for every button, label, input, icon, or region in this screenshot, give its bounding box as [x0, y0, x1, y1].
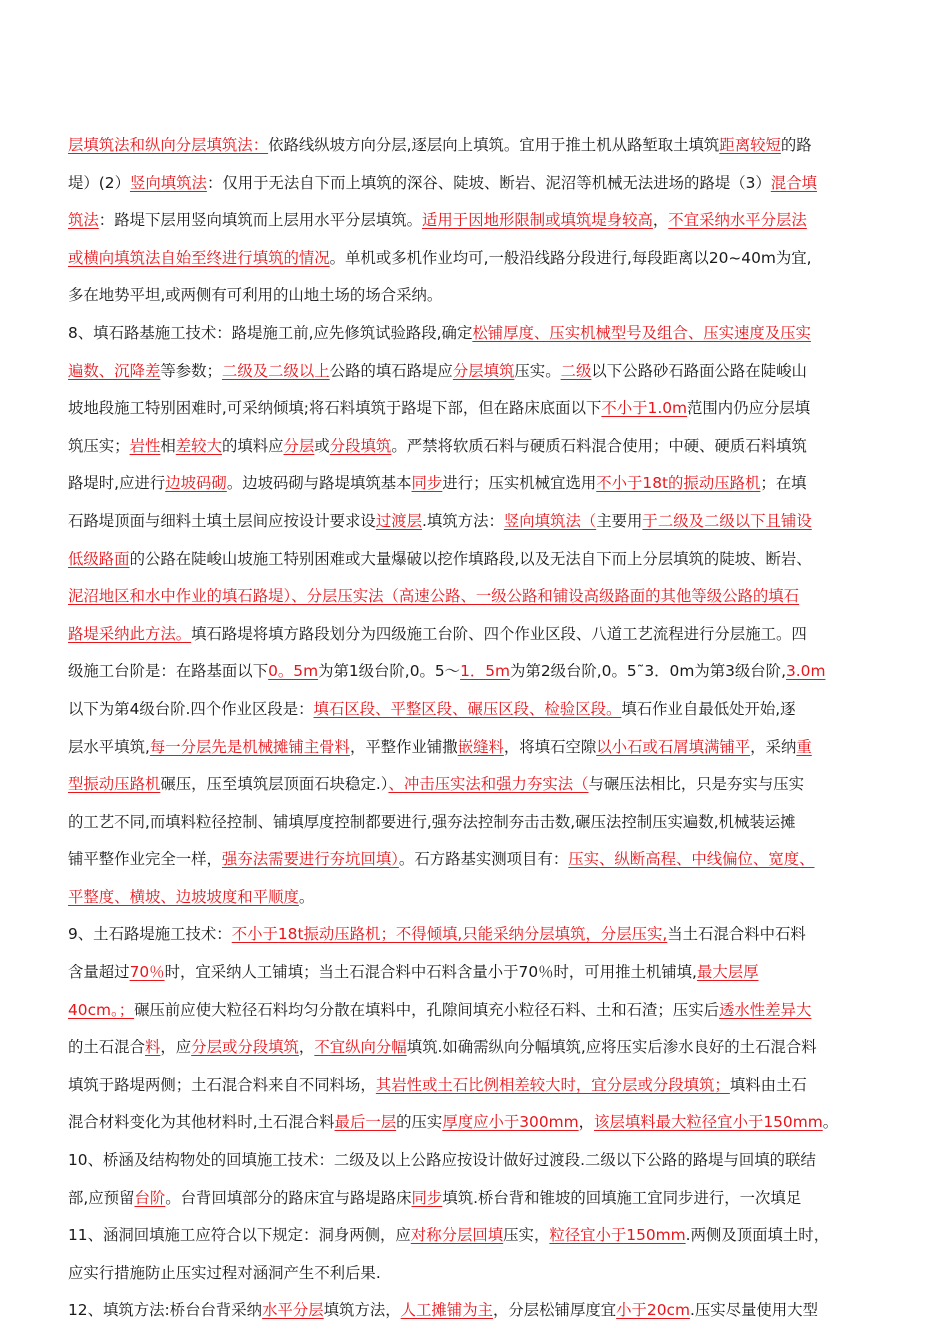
highlighted-text: 路堤采纳此方法。: [68, 624, 192, 643]
text-line: [68, 165, 886, 203]
highlighted-text: 填石区段、平整区段、碾压区段、检验区段。: [313, 699, 622, 718]
body-text: ；在填: [760, 474, 807, 493]
highlighted-text: 型振动压路机: [68, 775, 161, 794]
highlighted-text: 台阶: [134, 1188, 166, 1207]
body-text: 。石方路基实测项目有：: [398, 850, 569, 869]
highlighted-text: 水平分层: [262, 1301, 324, 1320]
text-line: [68, 804, 886, 842]
highlighted-text: 筑法: [68, 211, 99, 230]
body-text: 等参数；: [160, 361, 222, 380]
body-text: 当土石混合料中石料: [667, 925, 806, 944]
text-line: [68, 277, 886, 315]
text-line: [68, 315, 886, 353]
body-text: 多在地势平坦,或两侧有可利用的山地土场的场合采纳。: [68, 286, 443, 305]
highlighted-text: 同步: [411, 474, 443, 493]
highlighted-text: 对称分层回填: [410, 1226, 504, 1245]
body-text: 填石路堤将填方路段划分为四级施工台阶、四个作业区段、八道工艺流程进行分层施工。四: [191, 624, 807, 643]
body-text: 填料由土石: [729, 1075, 807, 1094]
highlighted-text: 二级: [560, 361, 592, 380]
text-line: [68, 541, 886, 579]
body-text: 为第1级台阶,0。5～: [318, 662, 461, 681]
highlighted-text: 料: [144, 1038, 161, 1057]
body-text: 压实，: [503, 1226, 550, 1245]
document-body: [68, 127, 886, 1330]
text-line: [68, 1217, 886, 1255]
highlighted-text: 差较大: [175, 436, 222, 455]
highlighted-text: 过渡层: [375, 511, 423, 530]
body-text: 。: [298, 887, 315, 906]
text-line: [68, 841, 886, 879]
body-text: ，平整作业铺撒: [349, 737, 458, 756]
body-text: 的工艺不同,而填料粒径控制、铺填厚度控制都要进行,强夯法控制夯击击数,碾压法控制压实遍数,机械装运摊: [68, 812, 796, 831]
highlighted-text: 于二级及二级以下且铺设: [642, 511, 812, 530]
highlighted-text: 70％: [129, 963, 165, 982]
body-text: .填筑方法：: [422, 511, 504, 530]
body-text: 或: [314, 436, 330, 455]
body-text: 以下为第4级台阶.四个作业区段是：: [68, 699, 314, 718]
highlighted-text: 适用于因地形限制或填筑堤身较高: [422, 211, 653, 230]
body-text: ，: [578, 1113, 595, 1132]
body-text: 依路线纵坡方向分层,逐层向上填筑。宜用于推土机从路堑取土填筑: [268, 136, 720, 154]
highlighted-text: 、冲击压实法和强力夯实法（: [388, 775, 589, 794]
body-text: 的填料应: [221, 436, 284, 455]
body-text: 压实。: [514, 361, 561, 380]
body-text: 堤）(2）: [68, 173, 130, 192]
highlighted-text: 二级及二级以上: [221, 361, 330, 380]
body-text: 10、桥涵及结构物处的回填施工技术：二级及以上公路应按设计做好过渡段.二级以下公路的路堤与回填的联结: [68, 1151, 816, 1170]
highlighted-text: 嵌缝料: [457, 737, 504, 756]
body-text: ，将填石空隙: [503, 737, 597, 756]
text-line: [68, 127, 886, 165]
highlighted-text: 粒径宜小于150mm: [549, 1226, 686, 1245]
text-line: [68, 954, 886, 992]
text-line: [68, 1142, 886, 1180]
body-text: 填筑于路堤两侧；土石混合料来自不同料场，: [68, 1075, 376, 1094]
text-line: [68, 616, 886, 654]
body-text: 填石作业自最低处开始,逐: [621, 699, 796, 718]
highlighted-text: 层填筑法和纵向分层填筑法：: [68, 136, 269, 154]
body-text: 。边坡码砌与路堤填筑基本: [226, 474, 412, 493]
text-line: [68, 428, 886, 466]
text-line: [68, 1067, 886, 1105]
body-text: 级施工台阶是：在路基面以下: [68, 662, 269, 681]
body-text: 应实行措施防止压实过程对涵洞产生不利后果.: [68, 1263, 381, 1282]
body-text: ，采纳: [750, 737, 797, 756]
text-line: [68, 691, 886, 729]
highlighted-text: 3.0m: [785, 662, 826, 681]
highlighted-text: 泥沼地区和水中作业的填石路堤）: [68, 587, 292, 606]
body-text: 的公路在陡峻山坡施工特别困难或大量爆破以挖作填路段,以及无法自下而上分层填筑的陡坡、断岩、: [129, 549, 812, 568]
text-line: [68, 465, 886, 503]
body-text: 范围内仍应分层填: [687, 399, 811, 418]
body-text: .压实尽量使用大型: [689, 1301, 818, 1320]
body-text: 12、填筑方法:桥台台背采纳: [68, 1301, 263, 1320]
body-text: 路堤时,应进行: [68, 474, 166, 493]
highlighted-text: 透水性差异大: [718, 1000, 812, 1019]
highlighted-text: 松铺厚度、压实机械型号及组合、压实速度及压实: [472, 323, 811, 342]
text-line: [68, 916, 886, 954]
body-text: 。: [822, 1113, 839, 1132]
text-line: [68, 766, 886, 804]
highlighted-text: 或横向填筑法自始至终进行填筑的情况: [68, 248, 330, 267]
body-text: 铺平整作业完全一样，: [68, 850, 222, 869]
text-line: [68, 353, 886, 391]
text-line: [68, 240, 886, 278]
body-text: 的土石混合: [68, 1038, 145, 1057]
highlighted-text: 竖向填筑法（: [503, 511, 597, 530]
text-line: [68, 1029, 886, 1067]
text-line: [68, 1104, 886, 1142]
body-text: ，应: [160, 1038, 192, 1057]
body-text: 的压实: [396, 1113, 443, 1132]
highlighted-text: 低级路面: [68, 549, 130, 568]
highlighted-text: 边坡码砌: [165, 474, 227, 493]
highlighted-text: 不宜纵向分幅: [314, 1038, 407, 1057]
body-text: ，分层松铺厚度宜: [492, 1301, 617, 1320]
highlighted-text: 不小于18t振动压路机；不得倾填,只能采纳分层填筑，分层压实,: [231, 925, 668, 944]
body-text: 主要用: [596, 511, 643, 530]
highlighted-text: 每一分层先是机械摊铺主骨料: [149, 737, 350, 756]
highlighted-text: 不小于18t的振动压路机: [596, 474, 761, 493]
body-text: 11、涵洞回填施工应符合以下规定：洞身两侧，应: [68, 1226, 411, 1245]
body-text: 的路: [780, 136, 812, 154]
text-line: [68, 202, 886, 240]
body-text: ：仅用于无法自下而上填筑的深谷、陡坡、断岩、泥沼等机械无法进场的路堤（3）: [206, 173, 771, 192]
body-text: .两侧及顶面填土时，: [685, 1226, 830, 1245]
body-text: 碾压前应使大粒径石料均匀分散在填料中，孔隙间填充小粒径石料、土和石渣；压实后: [134, 1000, 719, 1019]
highlighted-text: 混合填: [770, 173, 817, 192]
text-line: [68, 729, 886, 767]
text-line: [68, 1180, 886, 1218]
body-text: 9、土石路堤施工技术：: [68, 925, 232, 944]
body-text: 进行；压实机械宜选用: [442, 474, 597, 493]
body-text: ，: [298, 1038, 315, 1057]
highlighted-text: 最大层厚: [696, 963, 759, 982]
text-line: [68, 578, 886, 616]
body-text: 8、填石路基施工技术：路堤施工前,应先修筑试验路段,确定: [68, 323, 473, 342]
highlighted-text: 0。5m: [268, 662, 319, 681]
highlighted-text: 不小于1.0m: [601, 399, 687, 418]
highlighted-text: 遍数、沉降差: [68, 361, 161, 380]
body-text: 填筑方法，: [323, 1301, 401, 1320]
body-text: 层水平填筑,: [68, 737, 150, 756]
text-line: [68, 390, 886, 428]
highlighted-text: 竖向填筑法: [129, 173, 207, 192]
highlighted-text: 同步: [411, 1188, 443, 1207]
highlighted-text: 1．5m: [460, 662, 511, 681]
text-line: [68, 879, 886, 917]
highlighted-text: 平整度、横坡、边坡坡度和平顺度: [68, 887, 299, 906]
body-text: 筑压实；: [68, 436, 130, 455]
body-text: ，: [652, 211, 669, 230]
body-text: 为第2级台阶,0。5˜3．0m为第3级台阶,: [510, 662, 786, 681]
highlighted-text: 厚度应小于300mm: [442, 1113, 579, 1132]
highlighted-text: 岩性: [129, 436, 161, 455]
body-text: 填筑.桥台背和锥坡的回填施工宜同步进行，一次填足: [442, 1188, 802, 1207]
highlighted-text: 重: [796, 737, 812, 756]
highlighted-text: 分层或分段填筑: [191, 1038, 299, 1057]
body-text: 部,应预留: [68, 1188, 135, 1207]
highlighted-text: 最后一层: [334, 1113, 397, 1132]
highlighted-text: 该层填料最大粒径宜小于150mm: [594, 1113, 823, 1132]
body-text: 石路堤顶面与细料土填土层间应按设计要求设: [68, 511, 376, 530]
body-text: 含量超过: [68, 963, 130, 982]
body-text: 填筑.如确需纵向分幅填筑,应将压实后渗水良好的土石混合料: [406, 1038, 817, 1057]
highlighted-text: 距离较短: [719, 136, 781, 154]
highlighted-text: 以小石或石屑填满铺平: [596, 737, 751, 756]
highlighted-text: 小于20cm: [616, 1301, 690, 1320]
body-text: 混合材料变化为其他材料时,土石混合料: [68, 1113, 335, 1132]
highlighted-text: 分层: [283, 436, 315, 455]
highlighted-text: 压实、纵断高程、中线偏位、宽度、: [568, 850, 815, 869]
text-line: [68, 1292, 886, 1330]
text-line: [68, 503, 886, 541]
text-line: [68, 992, 886, 1030]
highlighted-text: 分层填筑: [452, 361, 515, 380]
body-text: 。台背回填部分的路床宜与路堤路床: [165, 1188, 412, 1207]
highlighted-text: 人工摊铺为主: [400, 1301, 493, 1320]
body-text: 与碾压法相比，只是夯实与压实: [588, 775, 804, 794]
body-text: 以下公路砂石路面公路在陡峻山: [591, 361, 807, 380]
text-line: [68, 1255, 886, 1293]
highlighted-text: 不宜采纳水平分层法: [668, 211, 807, 230]
highlighted-text: 40cm。；: [68, 1000, 135, 1019]
body-text: ：路堤下层用竖向填筑而上层用水平分层填筑。: [98, 211, 423, 230]
highlighted-text: 强夯法需要进行夯坑回填）: [221, 850, 399, 869]
body-text: 公路的填石路堤应: [329, 361, 453, 380]
body-text: 相: [160, 436, 176, 455]
body-text: 碾压，压至填筑层顶面石块稳定.）: [160, 775, 389, 794]
body-text: 时，宜采纳人工铺填；当土石混合料中石料含量小于70％时，可用推土机铺填,: [164, 963, 697, 982]
highlighted-text: 、分层压实法（高速公路、一级公路和铺设高级路面的其他等级公路的填石: [291, 587, 800, 606]
body-text: 。单机或多机作业均可,一般沿线路分段进行,每段距离以20~40m为宜,: [329, 248, 812, 267]
body-text: 坡地段施工特别困难时,可采纳倾填;将石料填筑于路堤下部，但在路床底面以下: [68, 399, 602, 418]
text-line: [68, 653, 886, 691]
highlighted-text: 分段填筑: [329, 436, 392, 455]
body-text: 。严禁将软质石料与硬质石料混合使用；中硬、硬质石料填筑: [391, 436, 807, 455]
highlighted-text: 其岩性或土石比例相差较大时，宜分层或分段填筑；: [375, 1075, 730, 1094]
